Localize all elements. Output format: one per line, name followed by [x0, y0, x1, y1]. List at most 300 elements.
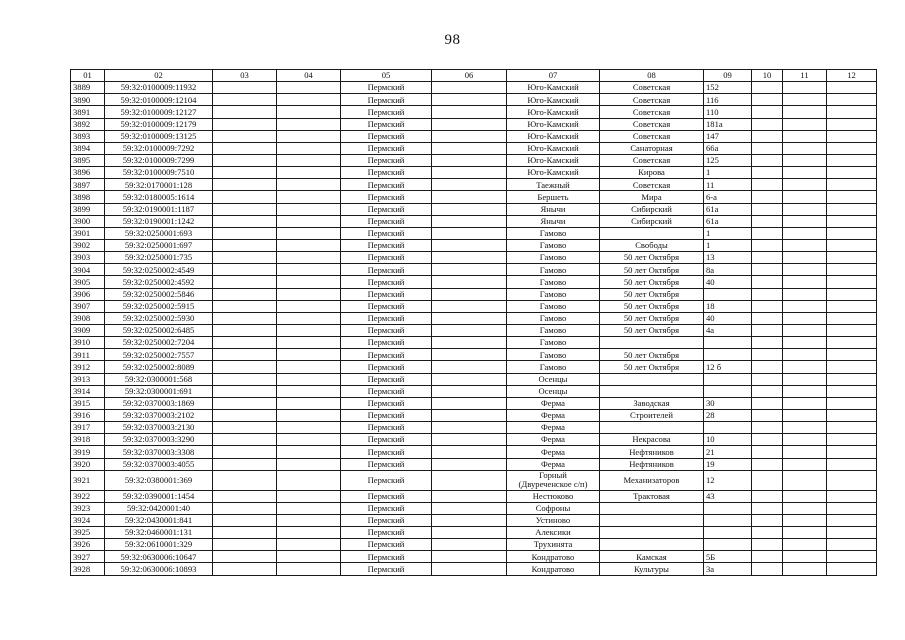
table-body	[71, 82, 877, 575]
empty-cell	[277, 563, 341, 575]
empty-cell	[213, 337, 277, 349]
column-header: 03	[213, 70, 277, 82]
empty-cell	[752, 203, 783, 215]
table-row	[71, 458, 877, 470]
empty-cell	[432, 179, 507, 191]
empty-cell	[277, 361, 341, 373]
district-cell: Пермский	[341, 446, 432, 458]
table-row	[71, 563, 877, 575]
house-number-cell	[704, 288, 752, 300]
empty-cell	[827, 446, 877, 458]
settlement-cell: Устиново	[507, 514, 600, 526]
empty-cell	[752, 264, 783, 276]
empty-cell	[827, 215, 877, 227]
empty-cell	[213, 106, 277, 118]
empty-cell	[827, 288, 877, 300]
house-number-cell	[704, 422, 752, 434]
empty-cell	[827, 324, 877, 336]
table-row	[71, 191, 877, 203]
empty-cell	[827, 409, 877, 421]
empty-cell	[783, 215, 827, 227]
house-number-cell: 12	[704, 470, 752, 490]
empty-cell	[752, 130, 783, 142]
table-row	[71, 527, 877, 539]
cadastral-number-cell: 59:32:0370003:1869	[105, 397, 213, 409]
empty-cell	[432, 264, 507, 276]
empty-cell	[213, 470, 277, 490]
cadastral-number-cell: 59:32:0380001:369	[105, 470, 213, 490]
settlement-cell: Гамово	[507, 276, 600, 288]
empty-cell	[752, 349, 783, 361]
empty-cell	[827, 106, 877, 118]
street-cell: Санаторная	[600, 142, 704, 154]
cadastral-number-cell: 59:32:0460001:131	[105, 527, 213, 539]
empty-cell	[827, 94, 877, 106]
table-row	[71, 446, 877, 458]
row-number-cell: 3912	[71, 361, 105, 373]
district-cell: Пермский	[341, 288, 432, 300]
row-number-cell: 3923	[71, 502, 105, 514]
cadastral-number-cell: 59:32:0420001:40	[105, 502, 213, 514]
settlement-name: Горный	[539, 470, 567, 481]
empty-cell	[213, 422, 277, 434]
empty-cell	[783, 361, 827, 373]
empty-cell	[213, 324, 277, 336]
cadastral-number-cell: 59:32:0190001:1187	[105, 203, 213, 215]
empty-cell	[432, 539, 507, 551]
empty-cell	[213, 373, 277, 385]
empty-cell	[432, 288, 507, 300]
empty-cell	[783, 276, 827, 288]
page-number: 98	[444, 32, 461, 48]
house-number-cell: 28	[704, 409, 752, 421]
district-cell: Пермский	[341, 118, 432, 130]
cadastral-number-cell: 59:32:0100009:12179	[105, 118, 213, 130]
street-cell: 50 лет Октября	[600, 349, 704, 361]
empty-cell	[432, 527, 507, 539]
cadastral-number-cell: 59:32:0100009:12127	[105, 106, 213, 118]
district-cell: Пермский	[341, 373, 432, 385]
settlement-cell: Ферма	[507, 434, 600, 446]
row-number-cell: 3895	[71, 154, 105, 166]
empty-cell	[277, 409, 341, 421]
empty-cell	[827, 337, 877, 349]
row-number-cell: 3913	[71, 373, 105, 385]
empty-cell	[432, 514, 507, 526]
settlement-cell: Гамово	[507, 239, 600, 251]
empty-cell	[432, 191, 507, 203]
empty-cell	[213, 385, 277, 397]
empty-cell	[783, 385, 827, 397]
house-number-cell: 1	[704, 239, 752, 251]
cadastral-number-cell: 59:32:0250002:5846	[105, 288, 213, 300]
empty-cell	[783, 409, 827, 421]
house-number-cell	[704, 514, 752, 526]
row-number-cell: 3927	[71, 551, 105, 563]
table-row	[71, 106, 877, 118]
empty-cell	[432, 312, 507, 324]
empty-cell	[432, 215, 507, 227]
cadastral-number-cell: 59:32:0100009:13125	[105, 130, 213, 142]
district-cell: Пермский	[341, 215, 432, 227]
empty-cell	[277, 106, 341, 118]
empty-cell	[783, 82, 827, 94]
empty-cell	[752, 215, 783, 227]
empty-cell	[213, 312, 277, 324]
cadastral-number-cell: 59:32:0250002:7557	[105, 349, 213, 361]
table-row	[71, 264, 877, 276]
street-cell: Советская	[600, 94, 704, 106]
empty-cell	[783, 191, 827, 203]
empty-cell	[277, 349, 341, 361]
empty-cell	[752, 94, 783, 106]
empty-cell	[752, 191, 783, 203]
empty-cell	[783, 288, 827, 300]
empty-cell	[432, 154, 507, 166]
empty-cell	[827, 276, 877, 288]
cadastral-number-cell: 59:32:0170001:128	[105, 179, 213, 191]
empty-cell	[432, 94, 507, 106]
empty-cell	[752, 252, 783, 264]
cadastral-number-cell: 59:32:0300001:691	[105, 385, 213, 397]
row-number-cell: 3921	[71, 470, 105, 490]
empty-cell	[432, 502, 507, 514]
empty-cell	[783, 203, 827, 215]
empty-cell	[827, 563, 877, 575]
empty-cell	[752, 82, 783, 94]
district-cell: Пермский	[341, 312, 432, 324]
empty-cell	[752, 276, 783, 288]
empty-cell	[783, 551, 827, 563]
settlement-cell: Юго-Камский	[507, 154, 600, 166]
settlement-cell: Гамово	[507, 361, 600, 373]
empty-cell	[827, 142, 877, 154]
district-cell: Пермский	[341, 434, 432, 446]
empty-cell	[213, 130, 277, 142]
empty-cell	[783, 458, 827, 470]
district-cell: Пермский	[341, 539, 432, 551]
empty-cell	[827, 551, 877, 563]
empty-cell	[213, 458, 277, 470]
settlement-note: (Двуреченское с/п)	[518, 479, 588, 490]
district-cell: Пермский	[341, 349, 432, 361]
empty-cell	[783, 527, 827, 539]
settlement-cell: Таежный	[507, 179, 600, 191]
empty-cell	[277, 276, 341, 288]
table-row	[71, 324, 877, 336]
cadastral-number-cell: 59:32:0370003:2102	[105, 409, 213, 421]
empty-cell	[783, 179, 827, 191]
district-cell: Пермский	[341, 527, 432, 539]
column-header: 05	[341, 70, 432, 82]
district-cell: Пермский	[341, 142, 432, 154]
empty-cell	[432, 490, 507, 502]
empty-cell	[277, 130, 341, 142]
street-cell	[600, 227, 704, 239]
house-number-cell: 10	[704, 434, 752, 446]
district-cell: Пермский	[341, 179, 432, 191]
empty-cell	[277, 167, 341, 179]
settlement-cell: Осенцы	[507, 373, 600, 385]
empty-cell	[277, 397, 341, 409]
row-number-cell: 3902	[71, 239, 105, 251]
empty-cell	[432, 422, 507, 434]
house-number-cell	[704, 539, 752, 551]
settlement-cell: Трухинята	[507, 539, 600, 551]
empty-cell	[213, 239, 277, 251]
empty-cell	[432, 446, 507, 458]
empty-cell	[213, 203, 277, 215]
cadastral-number-cell: 59:32:0610001:329	[105, 539, 213, 551]
empty-cell	[277, 539, 341, 551]
empty-cell	[827, 349, 877, 361]
street-cell	[600, 337, 704, 349]
column-header: 12	[827, 70, 877, 82]
empty-cell	[213, 252, 277, 264]
table-row	[71, 252, 877, 264]
empty-cell	[783, 514, 827, 526]
empty-cell	[827, 264, 877, 276]
house-number-cell: 152	[704, 82, 752, 94]
settlement-cell: Гамово	[507, 349, 600, 361]
empty-cell	[827, 252, 877, 264]
district-cell: Пермский	[341, 154, 432, 166]
empty-cell	[752, 397, 783, 409]
house-number-cell: 4а	[704, 324, 752, 336]
empty-cell	[277, 422, 341, 434]
row-number-cell: 3918	[71, 434, 105, 446]
house-number-cell: 61а	[704, 215, 752, 227]
street-cell: Советская	[600, 118, 704, 130]
empty-cell	[752, 373, 783, 385]
street-cell: 50 лет Октября	[600, 276, 704, 288]
row-number-cell: 3916	[71, 409, 105, 421]
empty-cell	[277, 227, 341, 239]
district-cell: Пермский	[341, 239, 432, 251]
empty-cell	[213, 409, 277, 421]
empty-cell	[277, 324, 341, 336]
row-number-cell: 3910	[71, 337, 105, 349]
empty-cell	[752, 470, 783, 490]
settlement-cell: Ферма	[507, 409, 600, 421]
empty-cell	[783, 324, 827, 336]
cadastral-number-cell: 59:32:0250002:8089	[105, 361, 213, 373]
empty-cell	[213, 300, 277, 312]
empty-cell	[827, 470, 877, 490]
empty-cell	[783, 397, 827, 409]
house-number-cell: 40	[704, 312, 752, 324]
empty-cell	[783, 422, 827, 434]
row-number-cell: 3926	[71, 539, 105, 551]
empty-cell	[827, 179, 877, 191]
street-cell	[600, 385, 704, 397]
empty-cell	[827, 422, 877, 434]
empty-cell	[277, 154, 341, 166]
district-cell: Пермский	[341, 191, 432, 203]
cadastral-number-cell: 59:32:0630006:10647	[105, 551, 213, 563]
empty-cell	[213, 502, 277, 514]
empty-cell	[827, 239, 877, 251]
row-number-cell: 3900	[71, 215, 105, 227]
empty-cell	[752, 385, 783, 397]
settlement-cell	[507, 470, 600, 490]
empty-cell	[827, 385, 877, 397]
house-number-cell: 110	[704, 106, 752, 118]
street-cell: Заводская	[600, 397, 704, 409]
cadastral-number-cell: 59:32:0250002:7204	[105, 337, 213, 349]
empty-cell	[752, 527, 783, 539]
street-cell	[600, 514, 704, 526]
house-number-cell: 43	[704, 490, 752, 502]
street-cell: Советская	[600, 154, 704, 166]
empty-cell	[752, 300, 783, 312]
table-row	[71, 490, 877, 502]
settlement-cell: Гамово	[507, 337, 600, 349]
settlement-cell: Ферма	[507, 422, 600, 434]
house-number-cell: 6-а	[704, 191, 752, 203]
empty-cell	[213, 142, 277, 154]
empty-cell	[827, 514, 877, 526]
empty-cell	[783, 118, 827, 130]
row-number-cell: 3917	[71, 422, 105, 434]
table-row	[71, 502, 877, 514]
empty-cell	[827, 490, 877, 502]
empty-cell	[783, 130, 827, 142]
district-cell: Пермский	[341, 227, 432, 239]
settlement-cell: Ферма	[507, 446, 600, 458]
empty-cell	[783, 563, 827, 575]
empty-cell	[827, 203, 877, 215]
district-cell: Пермский	[341, 490, 432, 502]
street-cell	[600, 539, 704, 551]
street-cell: Строителей	[600, 409, 704, 421]
table-row	[71, 142, 877, 154]
street-cell: Трактовая	[600, 490, 704, 502]
house-number-cell: 11	[704, 179, 752, 191]
empty-cell	[432, 142, 507, 154]
empty-cell	[752, 490, 783, 502]
row-number-cell: 3915	[71, 397, 105, 409]
row-number-cell: 3898	[71, 191, 105, 203]
table-row	[71, 82, 877, 94]
empty-cell	[213, 154, 277, 166]
empty-cell	[752, 324, 783, 336]
cadastral-number-cell: 59:32:0370003:2130	[105, 422, 213, 434]
empty-cell	[277, 502, 341, 514]
table-row	[71, 179, 877, 191]
empty-cell	[783, 227, 827, 239]
empty-cell	[783, 106, 827, 118]
column-header: 07	[507, 70, 600, 82]
empty-cell	[752, 142, 783, 154]
empty-cell	[752, 422, 783, 434]
empty-cell	[783, 349, 827, 361]
empty-cell	[213, 118, 277, 130]
empty-cell	[213, 264, 277, 276]
empty-cell	[277, 252, 341, 264]
empty-cell	[752, 106, 783, 118]
street-cell: 50 лет Октября	[600, 324, 704, 336]
empty-cell	[783, 446, 827, 458]
street-cell: Советская	[600, 106, 704, 118]
empty-cell	[432, 118, 507, 130]
table-row	[71, 239, 877, 251]
settlement-cell: Гамово	[507, 300, 600, 312]
table-row	[71, 373, 877, 385]
house-number-cell: 13	[704, 252, 752, 264]
empty-cell	[277, 300, 341, 312]
empty-cell	[827, 167, 877, 179]
cadastral-number-cell: 59:32:0100009:12104	[105, 94, 213, 106]
empty-cell	[827, 118, 877, 130]
house-number-cell: 147	[704, 130, 752, 142]
empty-cell	[277, 434, 341, 446]
district-cell: Пермский	[341, 502, 432, 514]
empty-cell	[783, 337, 827, 349]
empty-cell	[783, 142, 827, 154]
row-number-cell: 3928	[71, 563, 105, 575]
empty-cell	[432, 130, 507, 142]
empty-cell	[432, 373, 507, 385]
cadastral-number-cell: 59:32:0630006:10893	[105, 563, 213, 575]
row-number-cell: 3914	[71, 385, 105, 397]
empty-cell	[213, 179, 277, 191]
house-number-cell: 66а	[704, 142, 752, 154]
house-number-cell: 181а	[704, 118, 752, 130]
settlement-cell: Юго-Камский	[507, 118, 600, 130]
house-number-cell: 1	[704, 227, 752, 239]
empty-cell	[432, 167, 507, 179]
district-cell: Пермский	[341, 130, 432, 142]
empty-cell	[432, 239, 507, 251]
empty-cell	[213, 527, 277, 539]
empty-cell	[752, 361, 783, 373]
empty-cell	[752, 154, 783, 166]
cadastral-number-cell: 59:32:0100009:7299	[105, 154, 213, 166]
row-number-cell: 3919	[71, 446, 105, 458]
row-number-cell: 3894	[71, 142, 105, 154]
empty-cell	[213, 490, 277, 502]
empty-cell	[213, 94, 277, 106]
empty-cell	[213, 563, 277, 575]
header-row	[71, 70, 877, 82]
street-cell: Сибирский	[600, 203, 704, 215]
cadastral-number-cell: 59:32:0300001:568	[105, 373, 213, 385]
house-number-cell	[704, 373, 752, 385]
house-number-cell: 1	[704, 167, 752, 179]
cadastral-number-cell: 59:32:0370003:4055	[105, 458, 213, 470]
empty-cell	[752, 179, 783, 191]
empty-cell	[432, 324, 507, 336]
empty-cell	[827, 312, 877, 324]
street-cell	[600, 527, 704, 539]
empty-cell	[752, 167, 783, 179]
empty-cell	[432, 300, 507, 312]
empty-cell	[432, 106, 507, 118]
empty-cell	[213, 551, 277, 563]
empty-cell	[213, 215, 277, 227]
empty-cell	[277, 373, 341, 385]
house-number-cell: 116	[704, 94, 752, 106]
cadastral-number-cell: 59:32:0100009:11932	[105, 82, 213, 94]
empty-cell	[752, 239, 783, 251]
cadastral-number-cell: 59:32:0250002:4592	[105, 276, 213, 288]
cadastral-number-cell: 59:32:0370003:3290	[105, 434, 213, 446]
empty-cell	[432, 470, 507, 490]
settlement-cell: Гамово	[507, 312, 600, 324]
empty-cell	[432, 397, 507, 409]
cadastral-number-cell: 59:32:0100009:7510	[105, 167, 213, 179]
